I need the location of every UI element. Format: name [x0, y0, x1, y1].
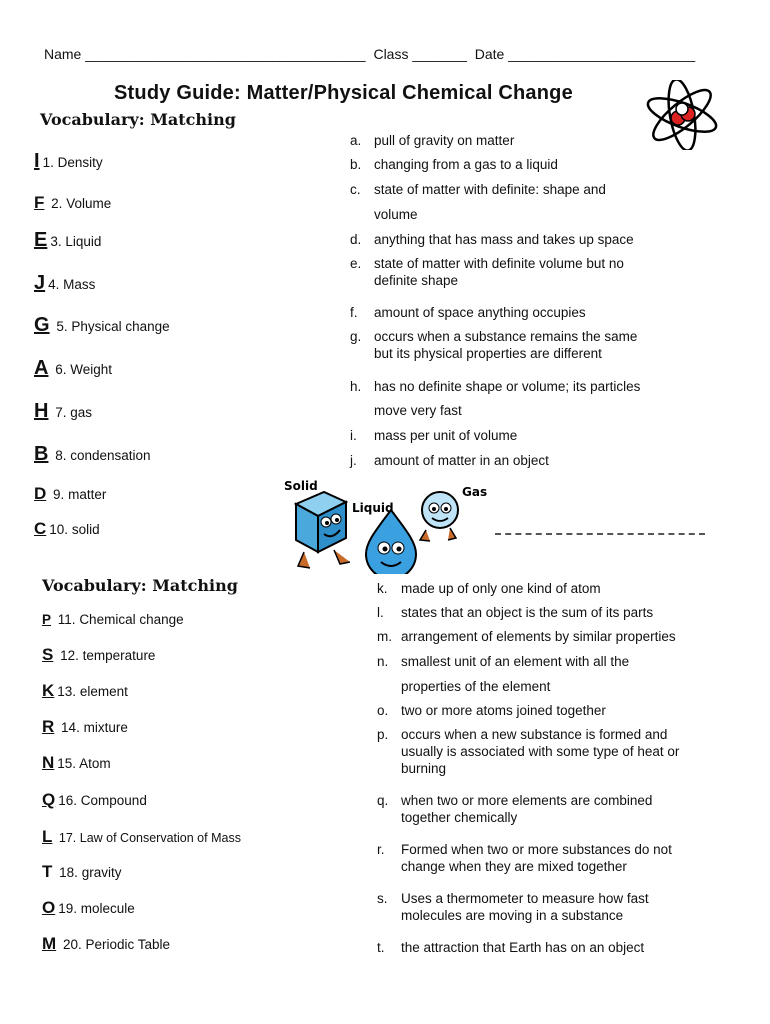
term-item: E 3. Liquid — [34, 229, 102, 251]
answer[interactable]: O — [42, 898, 56, 917]
date-blank[interactable]: ________________________ — [508, 46, 696, 62]
answer[interactable]: Q — [42, 790, 56, 809]
term-item: I 1. Density — [34, 150, 103, 172]
term-item: T 18. gravity — [42, 862, 122, 881]
answer[interactable]: C — [34, 519, 47, 538]
answer[interactable]: R — [42, 717, 55, 736]
answer[interactable]: F — [34, 193, 45, 212]
answer[interactable]: G — [34, 314, 50, 336]
term-item: S 12. temperature — [42, 645, 156, 664]
term-item: M 20. Periodic Table — [42, 934, 171, 953]
states-of-matter-cartoon — [278, 474, 493, 574]
answer[interactable]: S — [42, 645, 54, 664]
term-item: N 15. Atom — [42, 753, 111, 772]
term-item: B 8. condensation — [34, 443, 151, 465]
liquid-label: Liquid — [352, 501, 394, 515]
class-label: Class — [373, 46, 409, 62]
term-item: D 9. matter — [34, 484, 107, 503]
header-line — [44, 46, 695, 62]
term-item: G 5. Physical change — [34, 314, 170, 336]
answer[interactable]: D — [34, 484, 47, 503]
gas-label: Gas — [462, 485, 488, 499]
section2-heading: Vocabulary: Matching — [42, 576, 238, 595]
page-title: Study Guide: Matter/Physical Chemical Change — [114, 82, 573, 104]
section1-heading: Vocabulary: Matching — [40, 110, 236, 129]
answer[interactable]: H — [34, 400, 49, 422]
term-item: A 6. Weight — [34, 357, 113, 379]
answer[interactable]: I — [34, 150, 40, 172]
answer[interactable]: M — [42, 934, 57, 953]
term-item: L 17. Law of Conservation of Mass — [42, 827, 241, 846]
term-item: K 13. element — [42, 681, 128, 700]
answer[interactable]: K — [42, 681, 55, 700]
term-item: R 14. mixture — [42, 717, 128, 736]
term-item: O 19. molecule — [42, 898, 135, 917]
term-item: J 4. Mass — [34, 272, 96, 294]
answer[interactable]: N — [42, 753, 55, 772]
term-item: C 10. solid — [34, 519, 100, 538]
answer[interactable]: A — [34, 357, 49, 379]
answer[interactable]: B — [34, 443, 49, 465]
answer[interactable]: P — [42, 612, 52, 627]
term-item: Q 16. Compound — [42, 790, 147, 809]
answer[interactable]: L — [42, 827, 53, 846]
answer[interactable]: T — [42, 862, 53, 881]
date-label: Date — [474, 46, 505, 62]
term-item: H 7. gas — [34, 400, 93, 422]
name-label: Name — [44, 46, 82, 62]
answer[interactable]: E — [34, 229, 48, 251]
name-blank[interactable]: ____________________________________ — [85, 46, 366, 62]
class-blank[interactable]: _______ — [412, 46, 467, 62]
term-item: P 11. Chemical change — [42, 612, 184, 627]
divider-line — [495, 533, 705, 535]
answer[interactable]: J — [34, 272, 46, 294]
solid-label: Solid — [284, 479, 318, 493]
term-item: F 2. Volume — [34, 193, 112, 212]
